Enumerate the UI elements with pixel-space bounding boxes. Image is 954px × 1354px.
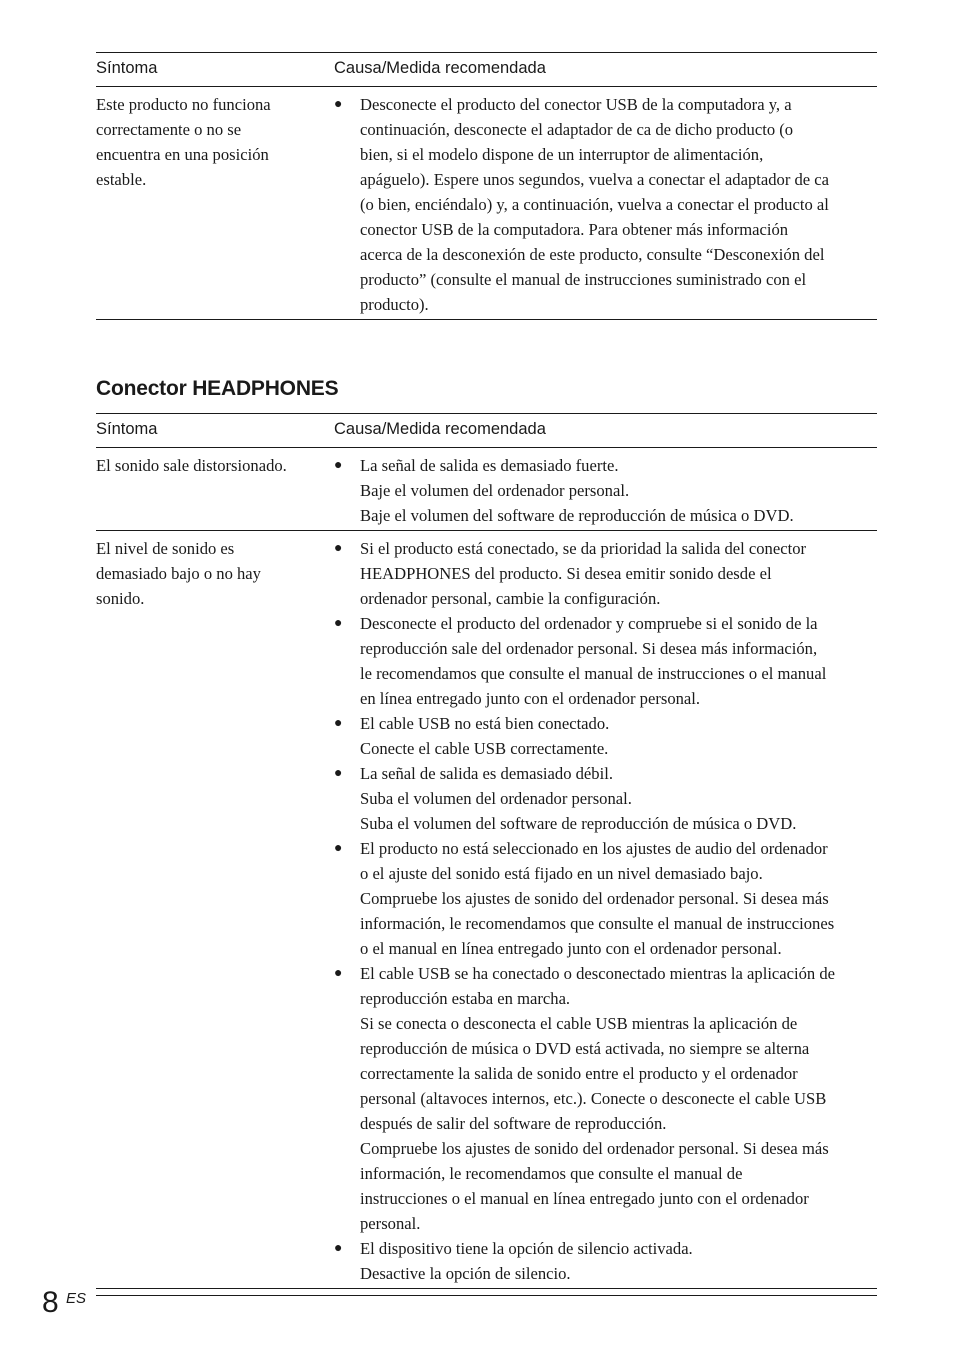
remedy-list: [334, 453, 877, 528]
remedy-line: El producto no está seleccionado en los ajustes de audio del ordenador: [360, 839, 828, 858]
remedy-line: producto” (consulte el manual de instrucciones suministrado con el: [360, 270, 807, 289]
remedy-line: le recomendamos que consulte el manual de instrucciones o el manual: [360, 664, 827, 683]
page-number: 8: [42, 1286, 59, 1319]
remedy-line: El cable USB no está bien conectado.: [360, 714, 610, 733]
symptom-line: sonido.: [96, 589, 145, 608]
symptom-cell: [96, 448, 334, 530]
remedy-line: Si se conecta o desconecta el cable USB mientras la aplicación de: [360, 1014, 798, 1033]
remedy-line: continuación, desconecte el adaptador de ca de dicho producto (o: [360, 120, 794, 139]
header-cause: Causa/Medida recomendada: [334, 59, 546, 77]
remedy-line: o el manual en línea entregado junto con el ordenador personal.: [360, 939, 782, 958]
remedy-line: o el ajuste del sonido está fijado en un nivel demasiado bajo.: [360, 864, 763, 883]
page-language: ES: [66, 1290, 87, 1307]
remedy-line: acerca de la desconexión de este producto, consulte “Desconexión del: [360, 245, 825, 264]
remedy-item: [334, 92, 877, 317]
bullet-icon: ●: [334, 541, 343, 556]
symptom-line: correctamente o no se: [96, 120, 242, 139]
table-row: [96, 448, 877, 531]
bullet-icon: ●: [334, 458, 343, 473]
remedy-line: después de salir del software de reproducción.: [360, 1114, 667, 1133]
remedy-line: Baje el volumen del software de reproducción de música o DVD.: [360, 506, 794, 525]
bullet-icon: ●: [334, 616, 343, 631]
remedy-line: El dispositivo tiene la opción de silencio activada.: [360, 1239, 693, 1258]
remedy-line: información, le recomendamos que consulte el manual de: [360, 1164, 743, 1183]
table-body: [96, 87, 877, 320]
table-body: [96, 448, 877, 1289]
remedy-line: reproducción de música o DVD está activada, no siempre se alterna: [360, 1039, 810, 1058]
bullet-icon: ●: [334, 841, 343, 856]
symptom-line: Este producto no funciona: [96, 95, 271, 114]
bullet-icon: ●: [334, 97, 343, 112]
cause-cell: [334, 531, 877, 1288]
header-cause: Causa/Medida recomendada: [334, 420, 546, 438]
remedy-item: [334, 1236, 877, 1286]
troubleshooting-table-general: [96, 52, 877, 320]
remedy-line: personal.: [360, 1214, 421, 1233]
remedy-line: HEADPHONES del producto. Si desea emitir sonido desde el: [360, 564, 772, 583]
bullet-icon: ●: [334, 716, 343, 731]
remedy-line: personal (altavoces internos, etc.). Conecte o desconecte el cable USB: [360, 1089, 827, 1108]
section-title: Conector HEADPHONES: [96, 377, 339, 400]
troubleshooting-table-headphones: [96, 413, 877, 1289]
remedy-line: Suba el volumen del software de reproducción de música o DVD.: [360, 814, 797, 833]
remedy-item: [334, 611, 877, 711]
table-row: [96, 87, 877, 320]
remedy-line: Conecte el cable USB correctamente.: [360, 739, 609, 758]
remedy-line: Desconecte el producto del conector USB de la computadora y, a: [360, 95, 792, 114]
remedy-line: El cable USB se ha conectado o desconectado mientras la aplicación de: [360, 964, 836, 983]
remedy-list: [334, 536, 877, 1286]
remedy-item: [334, 453, 877, 528]
remedy-line: La señal de salida es demasiado fuerte.: [360, 456, 619, 475]
remedy-line: Suba el volumen del ordenador personal.: [360, 789, 632, 808]
remedy-item: [334, 961, 877, 1236]
remedy-line: conector USB de la computadora. Para obtener más información: [360, 220, 789, 239]
remedy-item: [334, 836, 877, 961]
bullet-icon: ●: [334, 766, 343, 781]
remedy-line: Si el producto está conectado, se da prioridad la salida del conector: [360, 539, 807, 558]
remedy-line: reproducción estaba en marcha.: [360, 989, 571, 1008]
remedy-list: [334, 92, 877, 317]
remedy-line: (o bien, enciéndalo) y, a continuación, vuelva a conectar el producto al: [360, 195, 829, 214]
remedy-line: apáguelo). Espere unos segundos, vuelva a conectar el adaptador de ca: [360, 170, 830, 189]
cause-cell: [334, 448, 877, 530]
symptom-line: estable.: [96, 170, 147, 189]
symptom-cell: [96, 87, 334, 319]
symptom-line: encuentra en una posición: [96, 145, 269, 164]
remedy-line: Compruebe los ajustes de sonido del ordenador personal. Si desea más: [360, 1139, 829, 1158]
symptom-line: El nivel de sonido es: [96, 539, 235, 558]
symptom-cell: [96, 531, 334, 1288]
remedy-line: instrucciones o el manual en línea entregado junto con el ordenador: [360, 1189, 809, 1208]
remedy-line: ordenador personal, cambie la configuración.: [360, 589, 661, 608]
footer-rule: [96, 1295, 877, 1296]
remedy-line: en línea entregado junto con el ordenador personal.: [360, 689, 701, 708]
header-symptom: Síntoma: [96, 59, 158, 77]
symptom-line: El sonido sale distorsionado.: [96, 456, 287, 475]
remedy-item: [334, 711, 877, 761]
remedy-item: [334, 536, 877, 611]
remedy-line: reproducción sale del ordenador personal. Si desea más información,: [360, 639, 818, 658]
symptom-line: demasiado bajo o no hay: [96, 564, 261, 583]
table-row: [96, 531, 877, 1289]
table-header: [96, 413, 877, 448]
cause-cell: [334, 87, 877, 319]
header-symptom: Síntoma: [96, 420, 158, 438]
remedy-line: correctamente la salida de sonido entre el producto y el ordenador: [360, 1064, 798, 1083]
remedy-line: Compruebe los ajustes de sonido del ordenador personal. Si desea más: [360, 889, 829, 908]
bullet-icon: ●: [334, 966, 343, 981]
remedy-line: Desconecte el producto del ordenador y compruebe si el sonido de la: [360, 614, 818, 633]
remedy-item: [334, 761, 877, 836]
remedy-line: La señal de salida es demasiado débil.: [360, 764, 613, 783]
remedy-line: bien, si el modelo dispone de un interruptor de alimentación,: [360, 145, 764, 164]
remedy-line: información, le recomendamos que consulte el manual de instrucciones: [360, 914, 835, 933]
remedy-line: producto).: [360, 295, 429, 314]
remedy-line: Baje el volumen del ordenador personal.: [360, 481, 630, 500]
bullet-icon: ●: [334, 1241, 343, 1256]
remedy-line: Desactive la opción de silencio.: [360, 1264, 571, 1283]
table-header: [96, 52, 877, 87]
